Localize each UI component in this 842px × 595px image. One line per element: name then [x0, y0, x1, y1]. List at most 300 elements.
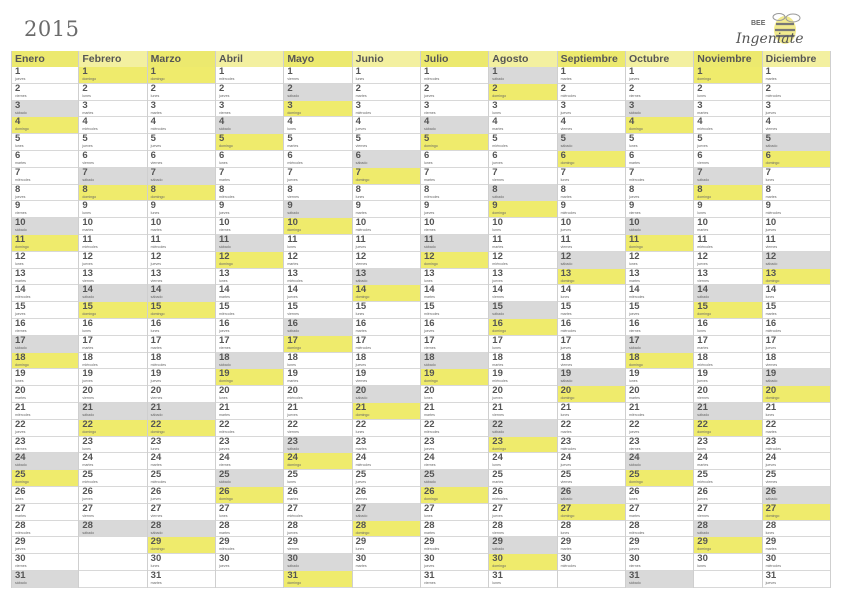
weekday-name: domingo [150, 547, 165, 552]
weekday-name: sábado [15, 463, 27, 468]
weekday-name: sábado [218, 127, 231, 132]
weekday-name: martes [423, 530, 435, 535]
day-number: 10 [423, 218, 435, 229]
weekday-name: sábado [765, 496, 778, 501]
weekday-name: domingo [287, 110, 302, 115]
weekday-name: miércoles [560, 211, 577, 216]
day-cell [421, 353, 488, 370]
day-number: 17 [150, 335, 162, 346]
day-number: 6 [697, 150, 703, 161]
day-cell [216, 369, 283, 386]
day-number: 17 [697, 335, 708, 346]
day-cell [694, 369, 761, 386]
weekday-name: martes [492, 362, 504, 367]
weekday-name: jueves [492, 513, 503, 518]
weekday-name: lunes [15, 379, 24, 384]
day-number: 2 [355, 83, 361, 94]
day-number: 8 [150, 184, 156, 195]
weekday-name: lunes [287, 127, 296, 132]
day-cell [763, 134, 830, 151]
day-number: 28 [287, 520, 298, 531]
weekday-name: miércoles [560, 564, 577, 569]
weekday-name: domingo [560, 160, 575, 165]
day-number: 17 [218, 335, 230, 346]
day-cell [558, 67, 625, 84]
day-cell [353, 67, 420, 84]
weekday-name: miércoles [82, 480, 98, 485]
day-cell [284, 571, 351, 588]
day-number: 9 [628, 201, 635, 212]
day-cell [626, 319, 693, 336]
day-cell [353, 521, 420, 538]
day-cell [489, 504, 556, 521]
day-number: 2 [765, 83, 771, 94]
day-cell [558, 470, 625, 487]
weekday-name: jueves [15, 429, 26, 434]
day-cell [558, 437, 625, 454]
weekday-name: miércoles [287, 396, 303, 401]
day-number: 30 [628, 554, 640, 565]
day-number: 24 [150, 453, 162, 464]
weekday-name: jueves [423, 564, 435, 569]
weekday-name: martes [15, 513, 26, 518]
weekday-name: miércoles [628, 530, 645, 535]
day-number: 27 [355, 503, 367, 514]
day-number: 28 [560, 520, 572, 531]
day-number: 12 [697, 251, 708, 262]
day-number: 21 [82, 402, 93, 413]
day-cell [79, 185, 146, 202]
weekday-name: miércoles [560, 446, 577, 451]
day-cell [421, 252, 488, 269]
day-number: 11 [423, 234, 435, 245]
weekday-name: martes [628, 513, 640, 518]
day-number: 20 [765, 386, 777, 397]
day-number: 6 [150, 150, 156, 161]
weekday-name: sábado [355, 278, 368, 283]
day-cell [353, 302, 420, 319]
weekday-name: lunes [218, 396, 228, 401]
day-number: 23 [628, 436, 640, 447]
day-cell [558, 353, 625, 370]
day-cell [694, 487, 761, 504]
day-number: 1 [287, 67, 293, 77]
day-number: 20 [492, 386, 503, 397]
weekday-name: lunes [218, 513, 228, 518]
day-cell [353, 420, 420, 437]
day-number: 27 [15, 503, 26, 514]
day-cell [284, 537, 351, 554]
day-number: 24 [765, 453, 777, 464]
day-number: 11 [150, 234, 161, 245]
weekday-name: miércoles [287, 278, 303, 283]
day-number: 8 [697, 184, 703, 195]
day-number: 1 [218, 67, 225, 77]
day-number: 3 [287, 100, 293, 111]
weekday-name: miércoles [765, 564, 781, 569]
weekday-name: martes [287, 144, 299, 149]
day-number: 15 [82, 302, 93, 313]
day-cell [626, 336, 693, 353]
weekday-name: domingo [560, 513, 575, 518]
weekday-name: sábado [697, 177, 710, 182]
weekday-name: miércoles [628, 295, 645, 300]
weekday-name: viernes [560, 480, 573, 485]
weekday-name: lunes [492, 228, 501, 233]
weekday-name: martes [628, 160, 640, 165]
weekday-name: viernes [15, 93, 27, 98]
day-cell [284, 437, 351, 454]
weekday-name: martes [628, 278, 640, 283]
month-column-febrero [79, 51, 147, 588]
day-cell [79, 487, 146, 504]
weekday-name: sábado [423, 480, 436, 485]
weekday-name: viernes [423, 345, 436, 350]
day-cell [489, 168, 556, 185]
day-number: 6 [355, 150, 361, 161]
day-number: 3 [355, 100, 361, 111]
day-cell [626, 218, 693, 235]
weekday-name: jueves [355, 362, 367, 367]
day-number: 23 [560, 436, 572, 447]
day-number: 24 [697, 453, 708, 464]
day-number: 13 [765, 268, 777, 279]
weekday-name: domingo [697, 194, 712, 199]
weekday-name: martes [218, 530, 230, 535]
weekday-name: domingo [150, 77, 165, 81]
day-cell [489, 537, 556, 554]
day-cell [489, 269, 556, 286]
weekday-name: lunes [765, 177, 775, 182]
weekday-name: viernes [560, 127, 573, 132]
day-number: 1 [628, 67, 635, 77]
weekday-name: lunes [697, 564, 706, 569]
day-cell [694, 117, 761, 134]
day-number: 21 [218, 402, 230, 413]
weekday-name: lunes [628, 496, 638, 501]
day-number: 23 [218, 436, 230, 447]
day-number: 18 [150, 352, 162, 363]
day-number: 20 [423, 386, 435, 397]
day-cell [12, 437, 78, 454]
weekday-name: jueves [560, 228, 572, 233]
weekday-name: lunes [15, 496, 24, 501]
day-cell [558, 504, 625, 521]
weekday-name: jueves [628, 312, 640, 317]
day-cell [12, 521, 78, 538]
day-number: 20 [355, 386, 367, 397]
day-number: 29 [697, 537, 708, 548]
weekday-name: viernes [218, 463, 231, 468]
day-cell [12, 470, 78, 487]
day-number: 31 [628, 570, 640, 581]
day-number: 27 [492, 503, 503, 514]
day-number: 11 [355, 234, 366, 245]
day-number: 29 [355, 537, 367, 548]
weekday-name: martes [355, 93, 367, 98]
weekday-name: lunes [355, 429, 365, 434]
day-cell [626, 420, 693, 437]
weekday-name: domingo [218, 379, 233, 384]
day-cell [79, 84, 146, 101]
day-number: 10 [628, 218, 640, 229]
month-header: Enero [12, 51, 78, 67]
weekday-name: sábado [150, 295, 163, 300]
weekday-name: jueves [287, 530, 298, 535]
day-cell [148, 521, 215, 538]
month-column-septiembre [558, 51, 626, 588]
weekday-name: martes [765, 194, 777, 199]
weekday-name: domingo [628, 127, 643, 132]
day-number: 8 [628, 184, 635, 195]
weekday-name: martes [82, 228, 94, 233]
day-number: 23 [150, 436, 162, 447]
day-number: 22 [423, 419, 435, 430]
day-number: 15 [218, 302, 230, 313]
day-number: 5 [355, 134, 361, 145]
weekday-name: viernes [492, 295, 504, 300]
weekday-name: sábado [628, 580, 641, 585]
day-number: 5 [218, 134, 225, 145]
weekday-name: viernes [492, 530, 504, 535]
weekday-name: lunes [150, 446, 160, 451]
day-number: 21 [628, 402, 640, 413]
day-number: 11 [765, 234, 776, 245]
day-number: 17 [628, 335, 640, 346]
day-number: 3 [218, 100, 225, 111]
weekday-name: lunes [492, 345, 501, 350]
month-column-julio [421, 51, 489, 588]
day-number: 16 [628, 318, 640, 329]
day-number: 3 [697, 100, 703, 111]
day-number: 29 [423, 537, 435, 548]
day-number: 18 [15, 352, 26, 363]
day-cell [148, 84, 215, 101]
weekday-name: sábado [218, 362, 231, 367]
weekday-name: lunes [560, 412, 570, 417]
weekday-name: domingo [82, 312, 97, 317]
weekday-name: sábado [765, 261, 778, 266]
month-header: Octubre [626, 51, 693, 67]
day-cell [284, 420, 351, 437]
weekday-name: domingo [150, 312, 165, 317]
day-cell [353, 319, 420, 336]
day-cell [489, 319, 556, 336]
day-cell [421, 487, 488, 504]
weekday-name: lunes [492, 580, 501, 585]
day-cell [216, 487, 283, 504]
weekday-name: lunes [150, 93, 160, 98]
day-number: 29 [15, 537, 26, 548]
weekday-name: miércoles [150, 127, 167, 132]
day-number: 26 [423, 486, 435, 497]
day-number: 16 [492, 318, 503, 329]
day-cell [489, 487, 556, 504]
weekday-name: viernes [697, 513, 709, 518]
day-number: 15 [355, 302, 367, 313]
weekday-name: sábado [355, 513, 368, 518]
weekday-name: domingo [287, 463, 302, 468]
day-cell [763, 537, 830, 554]
day-number: 22 [82, 419, 93, 430]
day-number: 13 [218, 268, 230, 279]
day-cell [558, 554, 625, 571]
day-cell [216, 201, 283, 218]
weekday-name: lunes [355, 547, 365, 552]
day-number: 25 [150, 470, 162, 481]
weekday-name: viernes [765, 244, 778, 249]
day-cell [421, 201, 488, 218]
weekday-name: martes [150, 463, 162, 468]
day-cell [148, 353, 215, 370]
day-cell [12, 201, 78, 218]
weekday-name: jueves [218, 328, 230, 333]
weekday-name: sábado [560, 496, 573, 501]
day-number: 30 [218, 554, 230, 565]
day-cell [421, 117, 488, 134]
weekday-name: viernes [492, 412, 504, 417]
day-cell [12, 403, 78, 420]
weekday-name: miércoles [15, 295, 31, 300]
day-number: 12 [150, 251, 162, 262]
day-cell [353, 437, 420, 454]
day-number: 27 [82, 503, 93, 514]
day-number: 9 [765, 201, 771, 212]
weekday-name: lunes [150, 211, 160, 216]
day-number: 13 [423, 268, 435, 279]
weekday-name: jueves [697, 261, 708, 266]
day-number: 2 [628, 83, 635, 94]
day-number: 31 [287, 570, 298, 581]
day-cell [489, 252, 556, 269]
weekday-name: domingo [287, 580, 302, 585]
day-cell [763, 185, 830, 202]
day-number: 21 [492, 402, 503, 413]
day-number: 1 [492, 67, 498, 77]
day-cell [353, 554, 420, 571]
day-number: 8 [82, 184, 88, 195]
weekday-name: viernes [150, 160, 163, 165]
day-number: 30 [15, 554, 26, 565]
day-number: 18 [697, 352, 708, 363]
month-column-agosto [489, 51, 557, 588]
day-number: 20 [560, 386, 572, 397]
day-cell [694, 302, 761, 319]
weekday-name: domingo [15, 362, 29, 367]
day-number: 4 [628, 117, 635, 128]
day-cell [79, 319, 146, 336]
weekday-name: lunes [492, 463, 501, 468]
day-cell [626, 67, 693, 84]
day-cell [216, 285, 283, 302]
weekday-name: miércoles [492, 496, 508, 501]
day-cell [626, 386, 693, 403]
day-number: 7 [355, 167, 361, 178]
day-number: 11 [15, 234, 26, 245]
day-cell [353, 470, 420, 487]
weekday-name: martes [355, 328, 367, 333]
day-number: 25 [560, 470, 572, 481]
day-cell [694, 453, 761, 470]
day-number: 2 [150, 83, 156, 94]
weekday-name: jueves [15, 77, 26, 81]
day-cell [216, 67, 283, 84]
weekday-name: viernes [218, 228, 231, 233]
day-cell [558, 420, 625, 437]
month-column-marzo [148, 51, 216, 588]
day-number: 2 [492, 83, 498, 94]
weekday-name: lunes [560, 177, 570, 182]
weekday-name: viernes [560, 362, 573, 367]
day-cell [558, 134, 625, 151]
day-cell [558, 336, 625, 353]
day-number: 6 [628, 150, 635, 161]
day-number: 10 [697, 218, 708, 229]
day-number: 10 [765, 218, 777, 229]
day-number: 22 [765, 419, 777, 430]
weekday-name: domingo [287, 345, 302, 350]
day-number: 26 [765, 486, 777, 497]
day-cell [284, 134, 351, 151]
day-cell [626, 437, 693, 454]
day-cell [79, 168, 146, 185]
day-cell [216, 403, 283, 420]
day-number: 25 [423, 470, 435, 481]
day-cell [79, 67, 146, 84]
day-cell [489, 285, 556, 302]
weekday-name: sábado [82, 530, 95, 535]
day-cell [421, 168, 488, 185]
day-cell [421, 420, 488, 437]
day-cell [421, 218, 488, 235]
day-number: 20 [628, 386, 640, 397]
day-number: 8 [355, 184, 361, 195]
weekday-name: domingo [765, 160, 780, 165]
day-number: 25 [355, 470, 367, 481]
weekday-name: lunes [15, 261, 24, 266]
day-number: 29 [560, 537, 572, 548]
day-cell [489, 218, 556, 235]
weekday-name: miércoles [150, 480, 167, 485]
day-cell [284, 151, 351, 168]
day-cell [694, 521, 761, 538]
day-number: 6 [492, 150, 498, 161]
day-cell [284, 67, 351, 84]
day-number: 13 [560, 268, 572, 279]
weekday-name: domingo [628, 244, 643, 249]
day-cell [284, 487, 351, 504]
day-number: 18 [492, 352, 503, 363]
day-number: 5 [765, 134, 771, 145]
weekday-name: sábado [628, 110, 641, 115]
weekday-name: sábado [287, 446, 300, 451]
weekday-name: miércoles [150, 362, 167, 367]
day-number: 4 [697, 117, 703, 128]
day-number: 19 [218, 369, 230, 380]
day-cell [421, 403, 488, 420]
day-number: 22 [355, 419, 367, 430]
day-number: 24 [492, 453, 503, 464]
weekday-name: domingo [423, 379, 438, 384]
weekday-name: miércoles [492, 144, 508, 149]
day-cell [284, 453, 351, 470]
day-number: 20 [697, 386, 708, 397]
day-cell [763, 235, 830, 252]
day-number: 16 [697, 318, 708, 329]
month-header: Noviembre [694, 51, 761, 67]
day-number: 5 [423, 134, 430, 145]
weekday-name: viernes [423, 110, 436, 115]
